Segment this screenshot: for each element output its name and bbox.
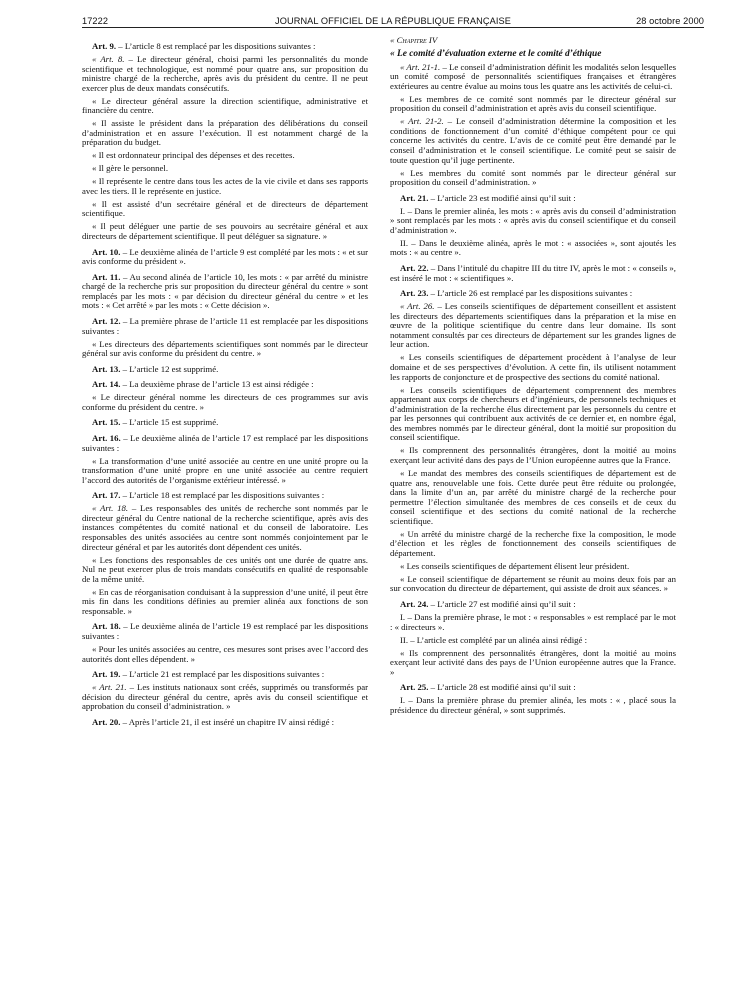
article-paragraph [390, 194, 676, 204]
article-reference: « Art. 21. [92, 682, 127, 693]
paragraph-text: – Le deuxième alinéa de l’article 19 est remplacé par les dispositions suivantes : [82, 621, 368, 641]
article-label: Art. 10. [92, 246, 121, 257]
text-paragraph [390, 239, 676, 258]
paragraph-text: II. – Dans le deuxième alinéa, après le mot : « associées », sont ajoutés les mots : « au centre ». [390, 237, 676, 258]
article-label: Art. 16. [92, 432, 121, 443]
paragraph-text: « En cas de réorganisation conduisant à la suppression d’une unité, il peut être mis fin dans les conditions définies au premier alinéa aux fonctions de son responsable. » [82, 586, 368, 616]
paragraph-text: – Le deuxième alinéa de l’article 17 est remplacé par les dispositions suivantes : [82, 432, 368, 453]
paragraph-text: I. – Dans la première phrase du premier alinéa, les mots : « , placé sous la présidence du directeur général, » sont supprimés. [390, 695, 676, 715]
article-paragraph [82, 491, 368, 501]
text-paragraph [390, 95, 676, 114]
article-paragraph [82, 273, 368, 311]
text-paragraph [82, 393, 368, 412]
page-header [82, 10, 704, 28]
chapter-subtitle: « Le comité d’évaluation externe et le comité d’éthique [390, 48, 602, 59]
article-paragraph [82, 418, 368, 428]
paragraph-text: « Les membres du comité sont nommés par le directeur général sur proposition du conseil d’administration. » [390, 167, 676, 188]
paragraph-text: – L’article 8 est remplacé par les dispositions suivantes : [116, 41, 316, 51]
paragraph-text: – L’article 15 est supprimé. [120, 417, 219, 428]
article-paragraph [82, 670, 368, 680]
text-paragraph [390, 386, 676, 443]
paragraph-text: – L’article 21 est remplacé par les dispositions suivantes : [120, 669, 325, 680]
article-paragraph [82, 365, 368, 375]
paragraph-text: – Les conseils scientifiques de département conseillent et assistent les directeurs des départements scientifiques dans la préparation et la mise en œuvre de la politique scientifique du centre dans leur domaine. Ils sont notamment consultés par ces directeurs de département sur les grandes lignes de leur action. [390, 301, 676, 350]
article-paragraph [390, 683, 676, 693]
article-label: Art. 13. [92, 363, 121, 374]
article-label: Art. 9. [92, 41, 117, 51]
article-paragraph [390, 264, 676, 283]
paragraph-text: I. – Dans le premier alinéa, les mots : « après avis du conseil d’administration » sont remplacés par les mots : « après avis du conseil scientifique et du conseil d’administration ». [390, 205, 676, 235]
article-text-paragraph [390, 63, 676, 92]
text-paragraph [82, 222, 368, 241]
paragraph-text: – L’article 18 est remplacé par les dispositions suivantes : [120, 490, 325, 501]
paragraph-text: « Pour les unités associées au centre, ces mesures sont prises avec l’accord des autorités dont elles dépendent. » [82, 643, 368, 664]
article-label: Art. 14. [92, 379, 121, 390]
paragraph-text: – L’article 23 est modifié ainsi qu’il suit : [428, 192, 576, 203]
paragraph-text: « Les fonctions des responsables de ces unités ont une durée de quatre ans. Nul ne peut exercer plus de trois mandats consécutifs en qualité de responsable de la même unité. [82, 554, 368, 584]
chapter-title: « Chapitre IV [390, 36, 438, 45]
paragraph-text: – Après l’article 21, il est inséré un chapitre IV ainsi rédigé : [120, 716, 335, 727]
article-label: Art. 23. [400, 288, 429, 299]
paragraph-text: I. – Dans la première phrase, le mot : « responsables » est remplacé par le mot : « directeurs ». [390, 612, 676, 632]
paragraph-text: « Ils comprennent des personnalités étrangères, dont la moitié au moins exerçant leur activité dans des pays de l’Union européenne autres que la France. [390, 445, 676, 465]
article-paragraph [82, 248, 368, 267]
text-paragraph [82, 556, 368, 585]
text-paragraph [82, 119, 368, 148]
text-paragraph [82, 151, 368, 161]
text-paragraph [390, 649, 676, 678]
text-paragraph [390, 169, 676, 188]
article-label: Art. 21. [400, 192, 429, 203]
paragraph-text: « Il peut déléguer une partie de ses pouvoirs au secrétaire général et aux directeurs de département scientifique. Il peut déléguer sa signature. » [82, 221, 368, 241]
paragraph-text: « Les directeurs des départements scientifiques sont nommés par le directeur général sur avis conforme du président du centre. » [82, 338, 368, 359]
text-paragraph [82, 645, 368, 664]
paragraph-text: « Les conseils scientifiques de département élisent leur président. [400, 560, 630, 571]
article-text-paragraph [390, 302, 676, 350]
paragraph-text: – La deuxième phrase de l’article 13 est ainsi rédigée : [120, 379, 314, 390]
text-paragraph [390, 469, 676, 526]
paragraph-text: « Un arrêté du ministre chargé de la recherche fixe la composition, le mode d’élection et les règles de fonctionnement des conseils scientifiques de département. [390, 528, 676, 558]
paragraph-text: – L’article 27 est modifié ainsi qu’il suit : [428, 599, 576, 610]
text-paragraph [390, 575, 676, 594]
paragraph-text: « Le directeur général assure la direction scientifique, administrative et financière du centre. [82, 95, 368, 116]
right-column [390, 36, 676, 976]
paragraph-text: « Il gère le personnel. [92, 163, 169, 174]
paragraph-text: – Le deuxième alinéa de l’article 9 est complété par les mots : « et sur avis conforme du président ». [82, 246, 368, 267]
text-paragraph [82, 200, 368, 219]
article-label: Art. 22. [400, 263, 429, 274]
paragraph-text: – L’article 26 est remplacé par les dispositions suivantes : [428, 288, 633, 299]
right-column-body [390, 63, 676, 716]
article-label: Art. 17. [92, 490, 121, 501]
paragraph-text: « Le mandat des membres des conseils scientifiques de département est de quatre ans, renouvelable une fois. Cette durée peut être réduite ou prolongée, dans la limite d’un an, par arrêté du ministre chargé de la recherche pour permettre l’élection simultanée des membres de ces conseils et de ceux du conseil scientifique et des sections du comité national de la recherche scientifique. [390, 467, 676, 526]
text-paragraph [390, 446, 676, 465]
article-text-paragraph [390, 117, 676, 165]
text-paragraph [390, 613, 676, 632]
article-paragraph [82, 317, 368, 336]
paragraph-text: – L’article 12 est supprimé. [120, 363, 219, 374]
text-paragraph [82, 457, 368, 486]
paragraph-text: « Les membres de ce comité sont nommés par le directeur général sur proposition du conseil d’administration et après avis du conseil scientifique. [390, 93, 676, 114]
paragraph-text: – Le conseil d’administration détermine la composition et les conditions de fonctionnement d’un comité d’éthique compétent pour ce qui concerne les activités du centre. L’avis de ce comité peut être demandé par le conseil d’administration et le conseil scientifique. Le comité peut se saisir de toute question qu’il juge pertinente. [390, 116, 676, 165]
text-paragraph [390, 207, 676, 236]
text-paragraph [82, 177, 368, 196]
paragraph-text: « La transformation d’une unité associée au centre en une unité propre ou la transformation d’une unité propre en une unité associée au centre requiert l’accord des autorités de l’organisme extérieur intéressé. » [82, 455, 368, 485]
article-label: Art. 15. [92, 417, 121, 428]
paragraph-text: « Les conseils scientifiques de département procèdent à l’analyse de leur domaine et de ses perspectives d’évolution. A cette fin, ils utilisent notamment les rapports de conjoncture et de prospective des sections du comité national. [390, 352, 676, 382]
article-text-paragraph [82, 683, 368, 712]
paragraph-text: – L’article 28 est modifié ainsi qu’il suit : [428, 682, 576, 693]
article-reference: « Art. 21-1. [400, 61, 441, 72]
journal-title: JOURNAL OFFICIEL DE LA RÉPUBLIQUE FRANÇAISE [275, 16, 511, 26]
paragraph-text: « Les conseils scientifiques de département comprennent des membres appartenant aux corps de chercheurs et d’ingénieurs, de personnels techniques et d’administration de la recherche élus directement par les personnels du centre et par les personnes qui contribuent aux activités de ce dernier et, en nombre égal, des membres nommés par le directeur général, dont la moitié sur proposition du conseil scientifique. [390, 384, 676, 443]
paragraph-text: « Le conseil scientifique de département se réunit au moins deux fois par an sur convocation du directeur de département, qui assiste de droit aux séances. » [390, 573, 676, 594]
paragraph-text: « Il est ordonnateur principal des dépenses et des recettes. [92, 150, 295, 161]
text-paragraph [82, 588, 368, 617]
paragraph-text: « Il est assisté d’un secrétaire général et de directeurs de département scientifique. [82, 198, 368, 219]
article-reference: « Art. 21-2. [400, 116, 444, 127]
text-paragraph [390, 696, 676, 715]
article-text-paragraph [82, 504, 368, 552]
article-label: Art. 19. [92, 669, 121, 680]
publication-date: 28 octobre 2000 [636, 16, 704, 26]
article-reference: « Art. 18. [92, 503, 129, 514]
paragraph-text: – Au second alinéa de l’article 10, les mots : « par arrêté du ministre chargé de la recherche pris sur proposition du directeur général du centre » sont remplacés par les mots : « par décision du directeur général du centre » et les mots : « Cet arrêté » par les mots : « Cette décision ». [82, 271, 368, 311]
article-label: Art. 11. [92, 271, 121, 282]
article-label: Art. 20. [92, 716, 121, 727]
article-label: Art. 25. [400, 682, 429, 693]
paragraph-text: – Les instituts nationaux sont créés, supprimés ou transformés par décision du directeur général du centre, après avis du conseil scientifique et approbation du conseil d’administration. » [82, 682, 368, 712]
paragraph-text: « Ils comprennent des personnalités étrangères, dont la moitié au moins exerçant leur activité dans des pays de l’Union européenne autres que la France. » [390, 647, 676, 677]
paragraph-text: – La première phrase de l’article 11 est remplacée par les dispositions suivantes : [82, 316, 368, 336]
article-reference: « Art. 8. [92, 53, 125, 64]
text-paragraph [82, 97, 368, 116]
paragraph-text: – Le conseil d’administration définit les modalités selon lesquelles un comité composé de personnalités scientifiques françaises et étrangères extérieures au centre évalue au moins tous les quatre ans les activités de celui-ci. [390, 61, 676, 91]
page-number: 17222 [82, 16, 109, 26]
article-paragraph [82, 42, 368, 52]
paragraph-text: – Le directeur général, choisi parmi les personnalités du monde scientifique et technologique, est nommé pour quatre ans, sur proposition du ministre chargé de la recherche, après avis du président du centre. Il ne peut exercer plus de deux mandats consécutifs. [82, 53, 368, 93]
article-label: Art. 18. [92, 621, 121, 632]
article-label: Art. 24. [400, 599, 429, 610]
article-paragraph [82, 434, 368, 453]
article-label: Art. 12. [92, 316, 121, 326]
text-paragraph [390, 530, 676, 559]
text-paragraph [82, 164, 368, 174]
paragraph-text: II. – L’article est complété par un alinéa ainsi rédigé : [400, 634, 587, 645]
paragraph-text: « Il représente le centre dans tous les actes de la vie civile et dans ses rapports avec les tiers. Il le représente en justice. [82, 176, 368, 196]
text-paragraph [390, 353, 676, 382]
text-paragraph [390, 636, 676, 646]
article-paragraph [82, 380, 368, 390]
paragraph-text: « Il assiste le président dans la préparation des délibérations du conseil d’administration et en assure l’exécution. Il est notamment chargé de la préparation du budget. [82, 118, 368, 148]
paragraph-text: – Dans l’intitulé du chapitre III du titre IV, après le mot : « conseils », est inséré le mot : « scientifiques ». [390, 263, 676, 283]
article-paragraph [82, 718, 368, 728]
paragraph-text: – Les responsables des unités de recherche sont nommés par le directeur général du Centre national de la recherche scientifique, après avis des instances compétentes du comité national et du conseil de laboratoire. Les responsables des unités associées au centre sont nommés conjointement par le directeur général et par les autorités dont dépendent ces unités. [82, 503, 368, 552]
article-paragraph [390, 600, 676, 610]
article-text-paragraph [82, 55, 368, 93]
left-column [82, 36, 368, 976]
text-paragraph [82, 340, 368, 359]
paragraph-text: « Le directeur général nomme les directeurs de ces programmes sur avis conforme du président du centre. » [82, 392, 368, 412]
text-paragraph [390, 562, 676, 572]
article-paragraph [82, 622, 368, 641]
article-paragraph [390, 289, 676, 299]
header-rule [82, 27, 704, 28]
article-reference: « Art. 26. [400, 301, 435, 312]
